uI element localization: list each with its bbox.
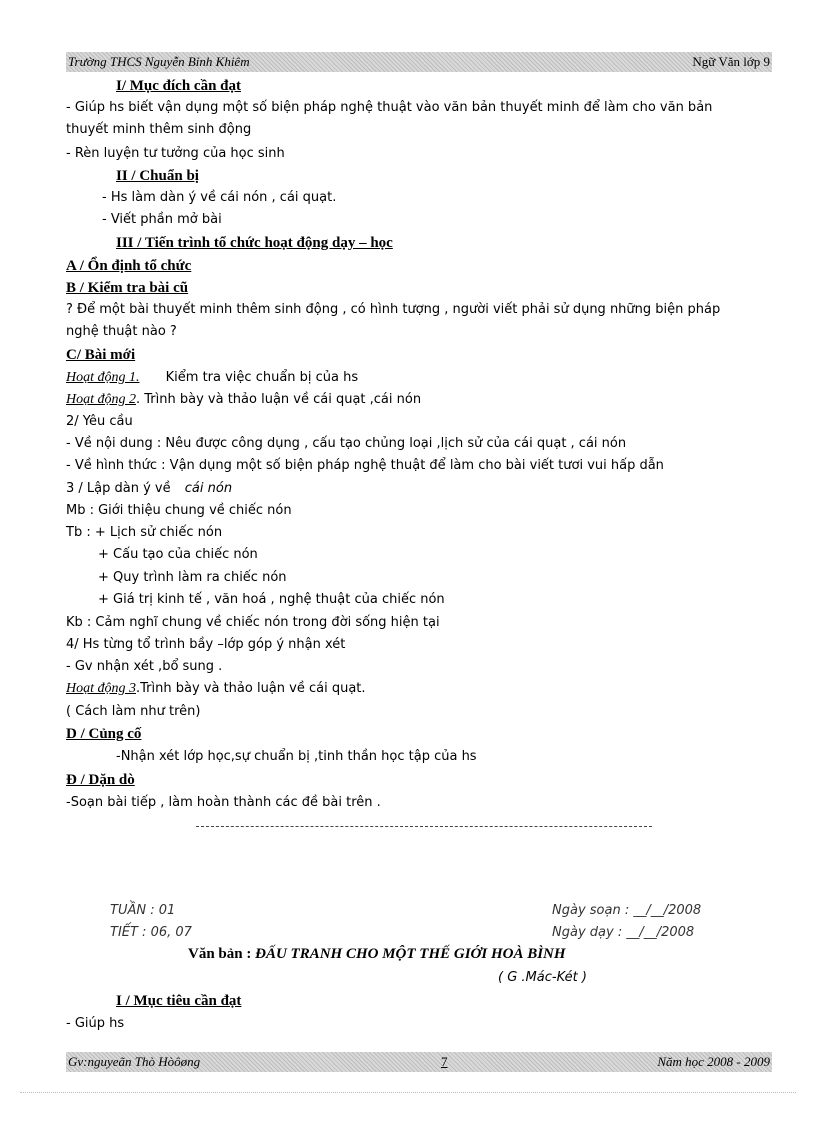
text-title [188, 946, 566, 963]
objectives-heading: I / Mục tiêu cần đạt [116, 993, 242, 1009]
text-line: - Giúp hs biết vận dụng một số biện pháp nghệ thuật vào văn bản thuyết minh để làm cho văn bản [66, 100, 713, 115]
text-line: - Giúp hs [66, 1016, 125, 1031]
text-line: - Rèn luyện tư tưởng của học sinh [66, 146, 285, 161]
bottom-dotted-rule [20, 1092, 796, 1093]
outline-topic: cái nón [184, 481, 233, 496]
text-line: - Về nội dung : Nêu được công dụng , cấu tạo chủng loại ,lịch sử của cái quạt , cái nón [66, 436, 627, 451]
teacher-name: Gv:nguyeãn Thò Hòôøng [68, 1054, 201, 1069]
outline-line: + Quy trình làm ra chiếc nón [98, 570, 287, 585]
partA-heading: A / Ổn định tổ chức [66, 258, 192, 274]
section2-heading: II / Chuẩn bị [116, 168, 199, 184]
outline-line: 4/ Hs từng tổ trình bầy –lớp góp ý nhận xét [66, 637, 346, 652]
section-divider [196, 826, 652, 827]
outline-line: - Gv nhận xét ,bổ sung . [66, 659, 223, 674]
text-line: nghệ thuật nào ? [66, 324, 177, 339]
activity-3-label: Hoạt động 3 [66, 681, 136, 696]
partC-heading: C/ Bài mới [66, 347, 136, 363]
activity-2-text: . Trình bày và thảo luận về cái quạt ,cái nón [136, 392, 422, 407]
section1-heading: I/ Mục đích cần đạt [116, 78, 242, 94]
partD-heading: D / Củng cố [66, 726, 142, 742]
activity-3 [66, 680, 366, 698]
footer-band [66, 1052, 772, 1072]
school-year: Năm học 2008 - 2009 [657, 1054, 770, 1069]
text-line: - Viết phần mở bài [102, 212, 222, 227]
activity-1-text: Kiểm tra việc chuẩn bị của hs [165, 370, 359, 385]
partE-heading: Đ / Dặn dò [66, 772, 135, 788]
text-title-label: Văn bản : [188, 946, 252, 962]
text-line: -Nhận xét lớp học,sự chuẩn bị ,tinh thần học tập của hs [116, 749, 477, 764]
page-number: 7 [441, 1054, 448, 1069]
outline-line: + Giá trị kinh tế , văn hoá , nghệ thuật của chiếc nón [98, 592, 445, 607]
section3-heading: III / Tiến trình tổ chức hoạt động dạy – học [116, 235, 393, 251]
text-line: - Về hình thức : Vận dụng một số biện pháp nghệ thuật để làm cho bài viết tươi vui hấp dẫn [66, 458, 664, 473]
outline-line: Kb : Cảm nghĩ chung về chiếc nón trong đời sống hiện tại [66, 615, 440, 630]
subject-label: Ngữ Văn lớp 9 [692, 54, 770, 69]
text-line: -Soạn bài tiếp , làm hoàn thành các đề bài trên . [66, 795, 381, 810]
text-title-value: ĐẤU TRANH CHO MỘT THẾ GIỚI HOÀ BÌNH [255, 946, 566, 962]
period-label: TIẾT : 06, 07 [110, 925, 192, 940]
activity-2 [66, 391, 421, 409]
prep-date: Ngày soạn : __/__/2008 [552, 903, 702, 918]
text-line: ? Để một bài thuyết minh thêm sinh động , có hình tượng , người viết phải sử dụng những biện pháp [66, 302, 721, 317]
activity-3-text: .Trình bày và thảo luận về cái quạt. [136, 681, 366, 696]
school-name: Trường THCS Nguyễn Bỉnh Khiêm [68, 54, 250, 69]
outline-prefix: 3 / Lập dàn ý về [66, 481, 171, 496]
outline-line: Mb : Giới thiệu chung về chiếc nón [66, 503, 292, 518]
outline-line: + Cấu tạo của chiếc nón [98, 547, 258, 562]
text-line: - Hs làm dàn ý về cái nón , cái quạt. [102, 190, 337, 205]
week-label: TUẦN : 01 [110, 903, 176, 918]
teach-date: Ngày dạy : __/__/2008 [552, 925, 695, 940]
header-band [66, 52, 772, 72]
activity-1-label: Hoạt động 1. [66, 370, 140, 385]
text-line: 2/ Yêu cầu [66, 414, 133, 429]
outline-title [66, 480, 232, 498]
activity-1 [66, 369, 358, 387]
activity-2-label: Hoạt động 2 [66, 392, 136, 407]
activity-3-note: ( Cách làm như trên) [66, 704, 201, 719]
author: ( G .Mác-Két ) [498, 970, 587, 985]
outline-line: Tb : + Lịch sử chiếc nón [66, 525, 223, 540]
partB-heading: B / Kiểm tra bài cũ [66, 280, 189, 296]
text-line: thuyết minh thêm sinh động [66, 122, 252, 137]
